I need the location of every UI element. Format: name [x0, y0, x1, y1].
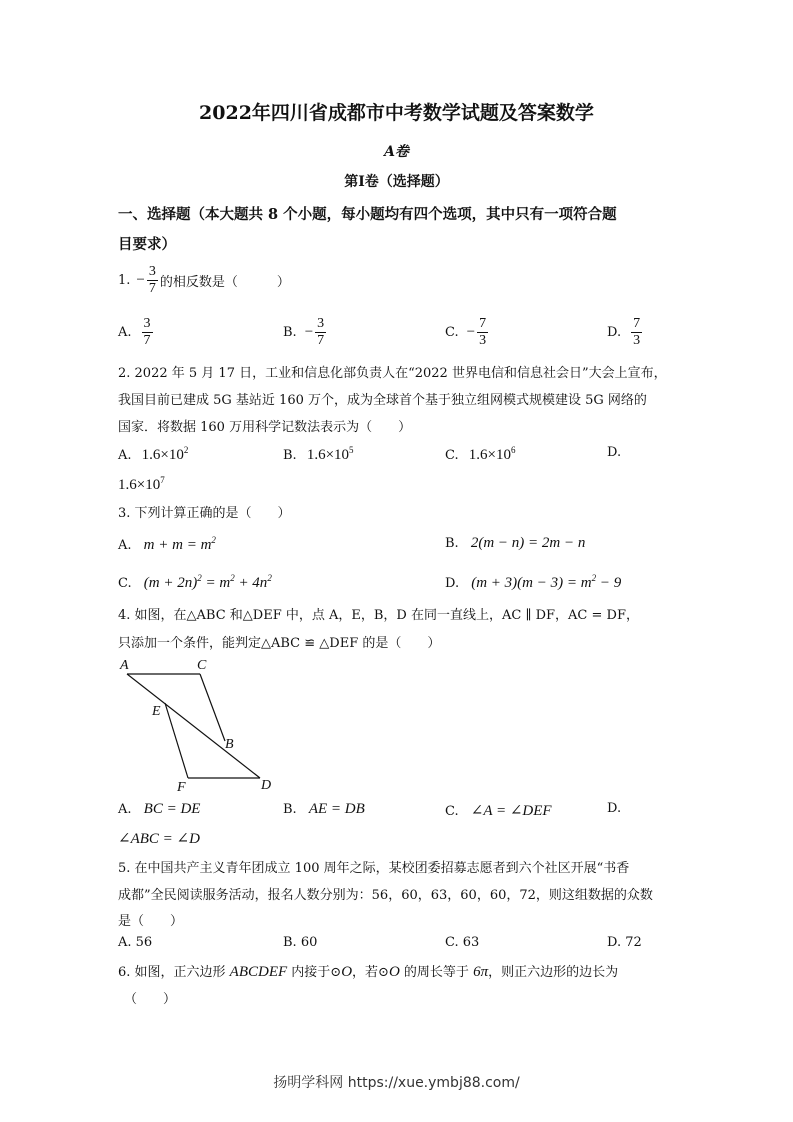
- label-c: C: [197, 658, 207, 673]
- option-label: A.: [118, 325, 132, 340]
- option-label: C.: [445, 448, 459, 463]
- q6-line-2: （ ）: [124, 992, 177, 1007]
- q1-text: 的相反数是（ ）: [159, 275, 290, 290]
- q1-number: 1.: [118, 273, 131, 288]
- frac-num: 3: [143, 316, 151, 331]
- q4-option-d-label: D.: [607, 801, 622, 816]
- minus-sign: −: [304, 324, 314, 340]
- option-label: B.: [445, 536, 459, 551]
- q2-option-c: [445, 445, 515, 464]
- q6-line-1: [118, 961, 618, 981]
- expr-part: = m: [201, 575, 231, 591]
- text-part: 6. 如图，正六边形: [118, 965, 230, 980]
- math-circumference: 6π: [473, 964, 489, 980]
- q5-line-3: 是（ ）: [118, 914, 184, 929]
- q1-option-d: [607, 316, 644, 349]
- option-label: D.: [445, 576, 460, 591]
- option-value: 1.6×10: [306, 447, 350, 463]
- q1-minus: −: [136, 272, 145, 288]
- exponent: 5: [349, 445, 354, 455]
- q4-line-1: 4. 如图，在△ABC 和△DEF 中，点 A，E，B，D 在同一直线上，AC ∥ DF，AC = DF，: [118, 608, 639, 623]
- frac-den: 3: [633, 333, 641, 348]
- option-value: 1.6×10: [118, 477, 161, 493]
- q3-option-d: [445, 573, 621, 592]
- q4-line-2: 只添加一个条件，能判定△ABC ≌ △DEF 的是（ ）: [118, 636, 441, 651]
- exponent: 2: [183, 445, 189, 455]
- q5-line-1: 5. 在中国共产主义青年团成立 100 周年之际，某校团委招募志愿者到六个社区开展“书香: [118, 861, 630, 876]
- frac-num: 3: [317, 316, 325, 331]
- option-value: BC = DE: [143, 801, 201, 817]
- label-e: E: [152, 704, 161, 719]
- q1-d-fraction: [631, 316, 642, 349]
- q1-c-fraction: [477, 316, 488, 349]
- q3-option-a: [118, 535, 216, 554]
- q5-option-c: C. 63: [445, 935, 480, 950]
- section-heading-cont: 目要求）: [118, 236, 176, 253]
- q5-line-2: 成都”全民阅读服务活动，报名人数分别为：56，60，63，60，60，72，则这组数据的众数: [118, 888, 653, 903]
- text-part: 的周长等于: [399, 965, 474, 980]
- option-value: ∠A = ∠DEF: [470, 803, 552, 819]
- q1-fraction-num: 3: [148, 264, 156, 279]
- expr-part: − 9: [596, 575, 622, 591]
- exponent: 2: [211, 535, 216, 545]
- footer-watermark: 扬明学科网 https://xue.ymbj88.com/: [273, 1075, 520, 1091]
- option-value: 1.6×10: [468, 447, 511, 463]
- option-label: A.: [118, 538, 132, 553]
- q1-fraction: [147, 264, 158, 297]
- option-value: 2(m − n) = 2m − n: [470, 535, 586, 551]
- math-o: O: [388, 964, 400, 980]
- q1-fraction-den: 7: [148, 281, 156, 296]
- q5-option-d: D. 72: [607, 935, 642, 950]
- frac-den: 7: [143, 333, 151, 348]
- label-b: B: [225, 737, 234, 752]
- q4-geometry-figure: [115, 655, 285, 795]
- option-value: AE = DB: [308, 801, 365, 817]
- minus-sign: −: [466, 324, 476, 340]
- q5-option-b: B. 60: [283, 935, 318, 950]
- option-label: B.: [283, 448, 297, 463]
- text-part: 内接于⊙: [287, 965, 342, 980]
- frac-num: 7: [633, 316, 641, 331]
- q4-option-c: [445, 801, 552, 820]
- q1-option-a: [118, 316, 155, 349]
- label-d: D: [261, 778, 272, 793]
- segment-ad: [127, 674, 260, 778]
- question-1: [118, 264, 290, 297]
- option-label: C.: [445, 804, 459, 819]
- q2-line-3: 国家．将数据 160 万用科学记数法表示为（ ）: [118, 420, 412, 435]
- q4-option-d: ∠ABC = ∠D: [118, 831, 200, 847]
- option-value: m + m = m: [143, 537, 212, 553]
- segment-ef: [165, 703, 188, 778]
- frac-num: 7: [479, 316, 487, 331]
- frac-den: 3: [479, 333, 487, 348]
- q4-option-a: [118, 801, 200, 818]
- q2-option-a: [118, 445, 188, 464]
- q2-option-d-label: D.: [607, 445, 622, 460]
- q4-option-b: [283, 801, 365, 818]
- q5-option-a: A. 56: [118, 935, 153, 950]
- text-part: ，若⊙: [352, 965, 389, 980]
- page-title: 2022年四川省成都市中考数学试题及答案数学: [199, 102, 594, 124]
- label-f: F: [177, 780, 186, 795]
- exponent: 2: [197, 573, 202, 583]
- q2-option-b: [283, 445, 354, 464]
- part-label: 第Ⅰ卷（选择题）: [344, 174, 449, 190]
- expr-part: + 4n: [234, 575, 268, 591]
- q2-option-d: [118, 475, 165, 494]
- option-label: A.: [118, 448, 132, 463]
- q1-option-b: [283, 316, 328, 349]
- q3-option-c: [118, 573, 272, 592]
- frac-den: 7: [317, 333, 325, 348]
- exponent: 7: [160, 475, 165, 485]
- q1-b-fraction: [315, 316, 326, 349]
- q2-line-2: 我国目前已建成 5G 基站近 160 万个，成为全球首个基于独立组网模式规模建设 5G 网络的: [118, 393, 647, 408]
- option-label: B.: [283, 325, 297, 340]
- option-label: C.: [118, 576, 132, 591]
- expr-part: (m + 2n): [143, 575, 198, 591]
- text-part: ，则正六边形的边长为: [488, 965, 619, 980]
- q1-option-c: [445, 316, 490, 349]
- segment-cb: [200, 674, 225, 741]
- volume-label: A卷: [384, 144, 409, 160]
- option-label: A.: [118, 802, 132, 817]
- exponent: 2: [230, 573, 235, 583]
- q3-stem: 3. 下列计算正确的是（ ）: [118, 506, 291, 521]
- expr-part: (m + 3)(m − 3) = m: [471, 575, 592, 591]
- exponent: 2: [267, 573, 272, 583]
- exponent: 2: [591, 573, 597, 583]
- option-label: B.: [283, 802, 297, 817]
- option-label: C.: [445, 325, 459, 340]
- q3-option-b: [445, 535, 585, 552]
- q1-a-fraction: [142, 316, 153, 349]
- exponent: 6: [510, 445, 516, 455]
- option-label: D.: [607, 325, 622, 340]
- label-a: A: [120, 658, 129, 673]
- option-value: 1.6×10: [141, 447, 184, 463]
- q2-line-1: 2. 2022 年 5 月 17 日，工业和信息化部负责人在“2022 世界电信和信息社会日”大会上宣布，: [118, 366, 667, 381]
- math-o: O: [341, 964, 353, 980]
- section-heading: 一、选择题（本大题共 8 个小题，每小题均有四个选项，其中只有一项符合题: [118, 206, 617, 223]
- math-hexagon: ABCDEF: [229, 964, 288, 980]
